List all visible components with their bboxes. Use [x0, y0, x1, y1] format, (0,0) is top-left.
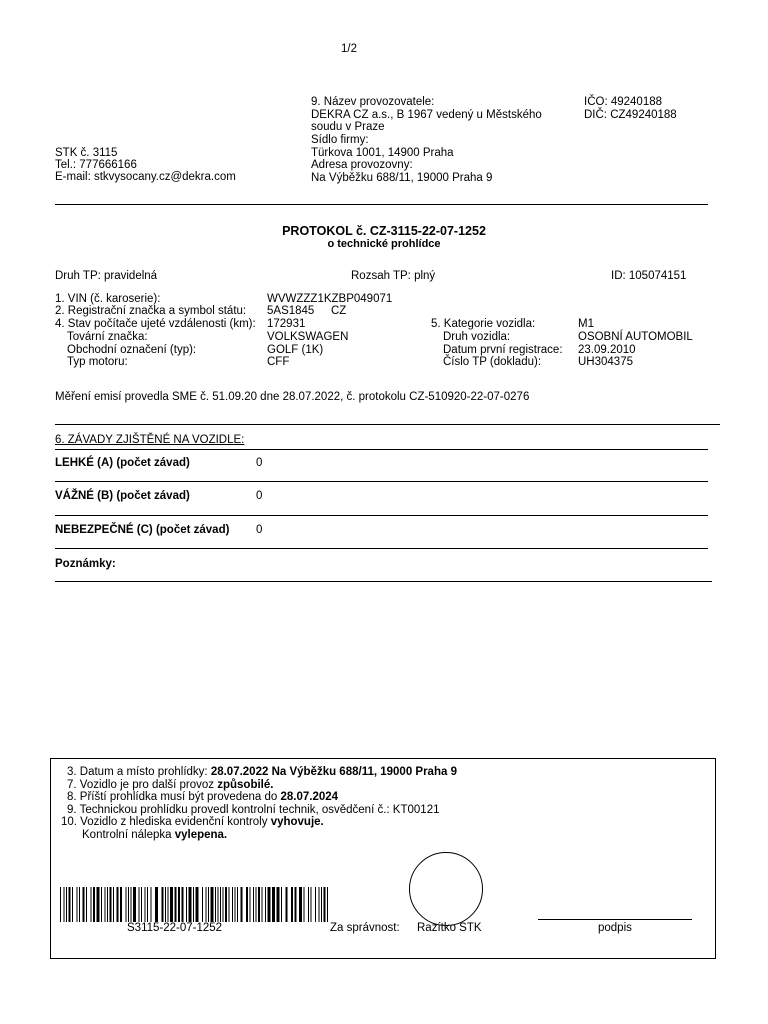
barcode-bar: [229, 887, 230, 922]
barcode-bar: [211, 887, 214, 922]
correctness-label: Za správnost:: [330, 922, 400, 934]
model-label: Obchodní označení (typ):: [67, 344, 197, 356]
barcode-bar: [66, 887, 67, 922]
reg-label: 2. Registrační značka a symbol státu:: [55, 305, 247, 317]
serious-defects-rule: [55, 515, 708, 516]
barcode-bar: [151, 887, 152, 922]
operator-name-2: soudu v Praze: [311, 121, 385, 133]
barcode-bar: [120, 887, 122, 922]
protocol-subtitle: o technické prohlídce: [327, 238, 441, 250]
light-defects-rule: [55, 481, 708, 482]
barcode-bar: [206, 887, 207, 922]
barcode-bar: [235, 887, 236, 922]
light-defects-count: 0: [256, 457, 263, 469]
barcode-bar: [86, 887, 87, 922]
inspection-type: Druh TP: pravidelná: [55, 270, 158, 282]
barcode-bar: [175, 887, 177, 922]
signature-label: podpis: [598, 922, 632, 934]
barcode-bar: [139, 887, 140, 922]
barcode-bar: [83, 887, 85, 922]
signature-line: [538, 919, 692, 920]
operator-seat-label: Sídlo firmy:: [311, 134, 369, 146]
tp-number-label: Číslo TP (dokladu):: [443, 356, 542, 368]
barcode-bar: [165, 887, 166, 922]
dangerous-defects-rule: [55, 548, 708, 549]
station-phone: Tel.: 777666166: [55, 159, 137, 171]
dangerous-defects-count: 0: [256, 524, 263, 536]
barcode-bar: [60, 887, 61, 922]
defects-heading: 6. ZÁVADY ZJIŠTĚNÉ NA VOZIDLE:: [55, 434, 245, 446]
dic: DIČ: CZ49240188: [584, 109, 677, 121]
barcode-bar: [311, 887, 312, 922]
barcode-bar: [256, 887, 257, 922]
barcode-bar: [220, 887, 221, 922]
barcode-bar: [117, 887, 119, 922]
barcode-bar: [128, 887, 129, 922]
station-email: E-mail: stkvysocany.cz@dekra.com: [55, 171, 236, 183]
engine-label: Typ motoru:: [67, 356, 128, 368]
barcode-bar: [196, 887, 199, 922]
station-number: STK č. 3115: [55, 147, 118, 159]
barcode-bar: [268, 887, 271, 922]
operator-address-label: Adresa provozovny:: [311, 159, 413, 171]
category-value: M1: [578, 318, 594, 330]
operator-address: Na Výběžku 688/11, 19000 Praha 9: [311, 172, 493, 184]
tp-number-value: UH304375: [578, 356, 633, 368]
dangerous-defects-label: NEBEZPEČNÉ (C) (počet závad): [55, 524, 230, 536]
roadworthiness: 7. Vozidlo je pro další provoz způsobilé.: [67, 779, 274, 791]
barcode-bar: [218, 887, 219, 922]
defects-heading-rule: [55, 449, 708, 450]
make-value: VOLKSWAGEN: [267, 331, 349, 343]
barcode-bar: [145, 887, 146, 922]
barcode-bar: [253, 887, 254, 922]
barcode-bar: [295, 887, 297, 922]
barcode-bar: [64, 887, 65, 922]
barcode-bar: [110, 887, 112, 922]
barcode-bar: [170, 887, 173, 922]
barcode-text: S3115-22-07-1252: [127, 922, 223, 934]
stamp-label: Razítko STK: [417, 922, 482, 934]
inspection-scope: Rozsah TP: plný: [351, 270, 436, 282]
barcode-bar: [232, 887, 233, 922]
barcode-bar: [286, 887, 288, 922]
light-defects-label: LEHKÉ (A) (počet závad): [55, 457, 190, 469]
next-inspection: 8. Příští prohlídka musí být provedena do 28.07.2024: [67, 791, 339, 803]
barcode-bar: [324, 887, 326, 922]
barcode-bar: [97, 887, 100, 922]
operator-name-1: DEKRA CZ a.s., B 1967 vedený u Městského: [311, 109, 542, 121]
inspection-date-place: 3. Datum a místo prohlídky: 28.07.2022 Na Výběžku 688/11, 19000 Praha 9: [67, 766, 457, 778]
ico: IČO: 49240188: [584, 96, 663, 108]
stamp-circle: [409, 852, 483, 926]
serious-defects-label: VÁŽNÉ (B) (počet závad): [55, 490, 190, 502]
operator-seat: Türkova 1001, 14900 Praha: [311, 147, 454, 159]
registry-check: 10. Vozidlo z hlediska evidenční kontroly vyhovuje.: [61, 816, 324, 828]
header-divider: [55, 204, 708, 205]
barcode-bar: [241, 887, 243, 922]
barcode-bar: [277, 887, 280, 922]
barcode-bar: [107, 887, 108, 922]
barcode-bar: [215, 887, 216, 922]
barcode-bar: [272, 887, 275, 922]
odometer-label: 4. Stav počítače ujeté vzdálenosti (km):: [55, 318, 256, 330]
barcode-bar: [246, 887, 248, 922]
barcode-bar: [304, 887, 305, 922]
vehicle-type-label: Druh vozidla:: [443, 331, 511, 343]
barcode-bar: [141, 887, 142, 922]
emissions-note: Měření emisí provedla SME č. 51.09.20 dne 28.07.2022, č. protokolu CZ-510920-22-07-0276: [55, 391, 530, 403]
barcode-bar: [262, 887, 263, 922]
barcode-bar: [69, 887, 71, 922]
page-number: 1/2: [341, 43, 357, 55]
vin-value: WVWZZZ1KZBP049071: [267, 293, 393, 305]
barcode-bar: [250, 887, 251, 922]
barcode-bar: [182, 887, 184, 922]
notes-rule: [55, 581, 712, 582]
vin-label: 1. VIN (č. karoserie):: [55, 293, 161, 305]
reg-value: 5AS1845: [267, 305, 315, 317]
barcode-bar: [168, 887, 169, 922]
barcode-bar: [202, 887, 203, 922]
reg-state: CZ: [331, 305, 347, 317]
make-label: Tovární značka:: [67, 331, 148, 343]
engine-value: CFF: [267, 356, 290, 368]
barcode-bar: [321, 887, 322, 922]
barcode-bar: [308, 887, 309, 922]
barcode-bar: [315, 887, 316, 922]
barcode-bar: [327, 887, 328, 922]
model-value: GOLF (1K): [267, 344, 324, 356]
first-reg-value: 23.09.2010: [578, 344, 636, 356]
notes-label: Poznámky:: [55, 558, 116, 570]
barcode-bar: [101, 887, 102, 922]
inspection-id: ID: 105074151: [611, 270, 687, 282]
barcode-bar: [93, 887, 95, 922]
barcode-bar: [258, 887, 260, 922]
odometer-value: 172931: [267, 318, 306, 330]
barcode-bar: [237, 887, 238, 922]
barcode-bar: [189, 887, 192, 922]
barcode-bar: [178, 887, 180, 922]
category-label: 5. Kategorie vozidla:: [431, 318, 536, 330]
barcode-bar: [208, 887, 209, 922]
sticker-status: Kontrolní nálepka vylepena.: [82, 829, 228, 841]
barcode-bar: [131, 887, 132, 922]
barcode-bar: [291, 887, 293, 922]
barcode-bar: [265, 887, 266, 922]
technician: 9. Technickou prohlídku provedl kontrolní technik, osvědčení č.: KT00121: [67, 804, 440, 816]
barcode-bar: [162, 887, 164, 922]
barcode-bar: [281, 887, 282, 922]
barcode-bar: [155, 887, 158, 922]
barcode-bar: [186, 887, 187, 922]
protocol-title: PROTOKOL č. CZ-3115-22-07-1252: [282, 224, 486, 238]
barcode: [60, 887, 330, 923]
barcode-bar: [105, 887, 106, 922]
barcode-bar: [91, 887, 92, 922]
first-reg-label: Datum první registrace:: [443, 344, 563, 356]
serious-defects-count: 0: [256, 490, 263, 502]
defects-top-divider: [55, 424, 720, 425]
barcode-bar: [72, 887, 73, 922]
barcode-bar: [319, 887, 320, 922]
barcode-bar: [225, 887, 227, 922]
barcode-bar: [79, 887, 80, 922]
barcode-bar: [193, 887, 194, 922]
barcode-bar: [113, 887, 114, 922]
barcode-bar: [77, 887, 78, 922]
barcode-bar: [223, 887, 224, 922]
barcode-bar: [133, 887, 136, 922]
barcode-bar: [126, 887, 127, 922]
vehicle-type-value: OSOBNÍ AUTOMOBIL: [578, 331, 693, 343]
barcode-bar: [299, 887, 302, 922]
operator-label: 9. Název provozovatele:: [311, 96, 435, 108]
barcode-bar: [147, 887, 148, 922]
